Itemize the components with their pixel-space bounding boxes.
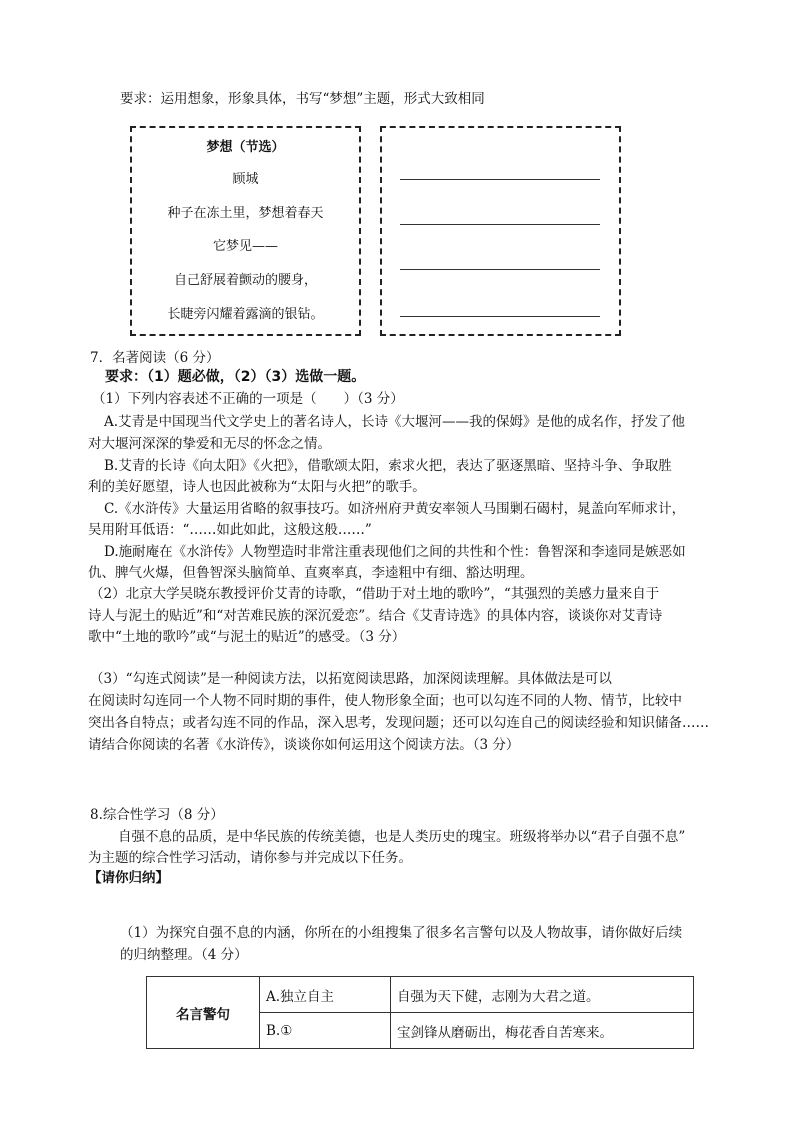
q8-intro: 自强不息的品质，是中华民族的传统美德，也是人类历史的瑰宝。班级将举办以“君子自强不息” — [118, 829, 686, 845]
quote-cell: 自强为天下健，志刚为大君之道。 — [391, 977, 694, 1013]
option-c: C.《水浒传》大量运用省略的叙事技巧。如济州府尹黄安率领人马围剿石碣村，晁盖向军师求计， — [104, 501, 686, 517]
q7-heading: 7．名著阅读（6 分） — [90, 350, 220, 366]
poem-line: 它梦见—— — [212, 239, 278, 254]
option-b-cont: 利的美好愿望，诗人也因此被称为“太阳与火把”的歌手。 — [88, 479, 426, 495]
q7-requirement: 要求：（1）题必做，（2）（3）选做一题。 — [105, 369, 366, 385]
q8-intro-cont: 为主题的综合性学习活动，请你参与并完成以下任务。 — [88, 850, 412, 866]
answer-line[interactable] — [400, 316, 600, 317]
row-header: 名言警句 — [147, 977, 260, 1049]
option-a: A.艾青是中国现当代文学史上的著名诗人，长诗《大堰河——我的保姆》是他的成名作，抒发了他 — [104, 414, 686, 430]
option-d: D.施耐庵在《水浒传》人物塑造时非常注重表现他们之间的共性和个性：鲁智深和李逵同是嫉恶如 — [104, 544, 686, 560]
category-cell[interactable]: B.① — [260, 1013, 391, 1049]
poem-author: 顾城 — [232, 172, 259, 187]
answer-line[interactable] — [400, 179, 600, 180]
quotes-table — [146, 976, 694, 1049]
q8-heading: 8.综合性学习（8 分） — [90, 807, 224, 823]
option-b: B.艾青的长诗《向太阳》《火把》，借歌颂太阳，索求火把，表达了驱逐黑暗、坚持斗争、争取胜 — [104, 458, 672, 474]
answer-box — [380, 126, 621, 336]
q8-sub1: （1）为探究自强不息的内涵，你所在的小组搜集了很多名言警句以及人物故事，请你做好后续 — [120, 925, 683, 941]
q7-sub2: （2）北京大学吴晓东教授评价艾青的诗歌，“借助于对土地的歌吟”，“其强烈的美感力量来自于 — [90, 586, 660, 602]
quote-cell: 宝剑锋从磨砺出，梅花香自苦寒来。 — [391, 1013, 694, 1049]
poem-line: 自己舒展着颤动的腰身， — [173, 273, 317, 288]
q7-sub3-cont: 突出各自特点；或者勾连不同的作品，深入思考，发现问题；还可以勾连自己的阅读经验和知识储备…… — [88, 715, 709, 731]
q7-sub3-cont: 请结合你阅读的名著《水浒传》，谈谈你如何运用这个阅读方法。（3 分） — [88, 737, 520, 753]
answer-line[interactable] — [400, 269, 600, 270]
q8-section-tag: 【请你归纳】 — [88, 870, 169, 886]
poem-title: 梦想（节选） — [206, 140, 285, 155]
option-d-cont: 仇、脾气火爆，但鲁智深头脑简单、直爽率真，李逵粗中有细、豁达明理。 — [88, 565, 534, 581]
option-a-cont: 对大堰河深深的挚爱和无尽的怀念之情。 — [88, 436, 331, 452]
q7-sub3: （3）“勾连式阅读”是一种阅读方法，以拓宽阅读思路，加深阅读理解。具体做法是可以 — [90, 671, 612, 687]
q7-sub1: （1）下列内容表述不正确的一项是（ ）（3 分） — [92, 391, 404, 407]
q7-sub2-cont: 诗人与泥土的贴近”和“对苦难民族的深沉爱恋”。结合《艾青诗选》的具体内容，谈谈你对艾青诗 — [88, 608, 663, 624]
q7-sub3-cont: 在阅读时勾连同一个人物不同时期的事件，使人物形象全面；也可以勾连不同的人物、情节，比较中 — [88, 693, 682, 709]
poem-line: 种子在冻土里，梦想着春天 — [167, 206, 324, 221]
q8-sub1-cont: 的归纳整理。（4 分） — [120, 947, 248, 963]
writing-requirement: 要求：运用想象，形象具体，书写“梦想”主题，形式大致相同 — [120, 91, 485, 107]
answer-line[interactable] — [400, 224, 600, 225]
option-c-cont: 吴用附耳低语：“……如此如此，这般这般……” — [88, 522, 372, 538]
category-cell: A.独立自主 — [260, 977, 391, 1013]
q7-sub2-cont: 歌中“土地的歌吟”或“与泥土的贴近”的感受。（3 分） — [88, 629, 406, 645]
poem-box — [130, 126, 361, 336]
table-row — [147, 977, 694, 1013]
poem-line: 长睫旁闪耀着露滴的银钻。 — [167, 307, 324, 322]
